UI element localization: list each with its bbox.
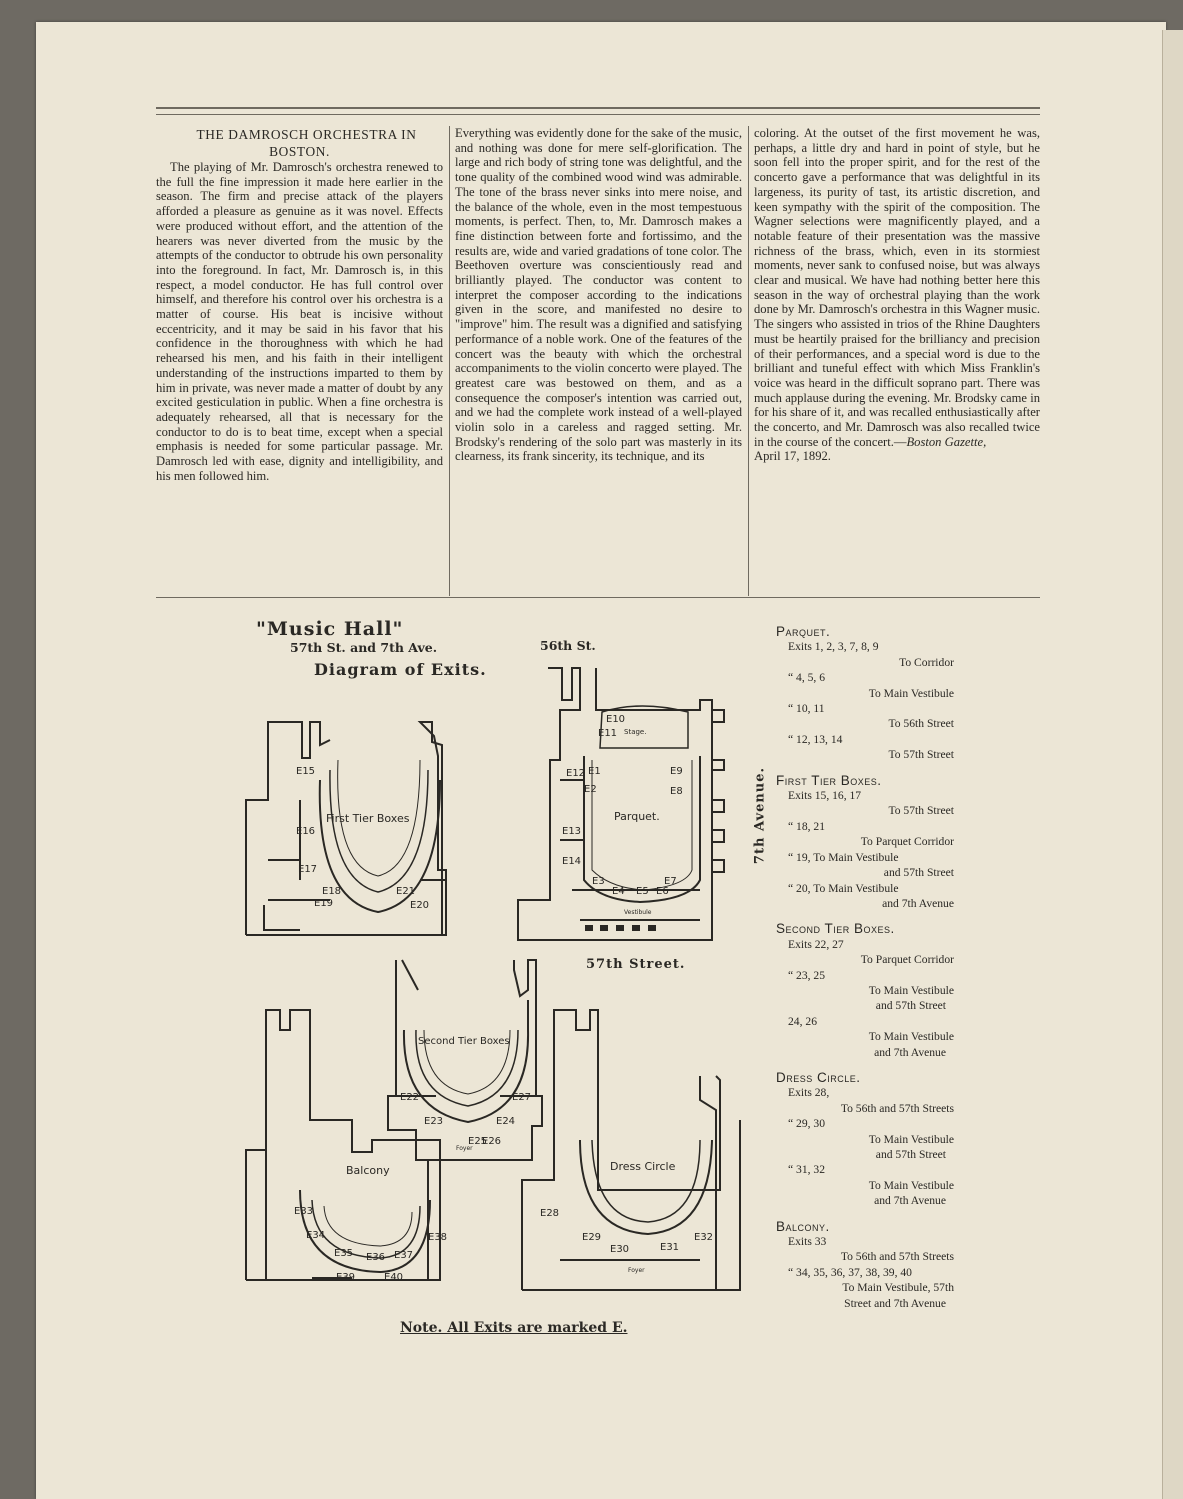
legend-section-dress-circle: Dress Circle. bbox=[776, 1069, 861, 1085]
legend-exits-row: “ 4, 5, 6 bbox=[788, 671, 826, 685]
exit-label-e6: E6 bbox=[656, 886, 669, 897]
exit-label-e4: E4 bbox=[612, 886, 625, 897]
column-divider-1 bbox=[449, 126, 450, 596]
legend-destination: To Main Vestibule bbox=[868, 1132, 954, 1146]
legend-exits-row: “ 10, 11 bbox=[788, 702, 825, 716]
article-text-col1: The playing of Mr. Damrosch's orchestra renewed to the full the fine impression it made here earlier in the season. The firm and precise attack of the players afforded a pleasure as genuine as it was novel. Effects were produced without effort, and the attention of the hearers was never diverted from the music by the attempts of the conductor to obtrude his own personality into the foreground. In fact, Mr. Damrosch is, in this respect, a model conductor. He has full control over himself, and therefore his control over his orchestra is a matter of course. His beat is incisive without eccentricity, and it may be said in his favor that his confidence in the thoroughness with which he had rehearsed his men, and his faith in their intelligent understanding of the instructions imparted to them by him in private, was never made a matter of doubt by any excited gesticulation in public. When a fine orchestra is adequately rehearsed, all that is necessary for the conductor to do is to beat time, except when a special emphasis is needed for some particular passage. Mr. Damrosch led with ease, dignity and intelligibility, and his men followed him. bbox=[156, 160, 443, 483]
diagram-title: "Music Hall" bbox=[256, 618, 404, 640]
exit-label-e29: E29 bbox=[582, 1232, 602, 1243]
legend-section-parquet: Parquet. bbox=[776, 624, 831, 639]
legend-destination: To 56th and 57th Streets bbox=[840, 1250, 954, 1264]
legend-exits-row: Exits 33 bbox=[788, 1235, 827, 1249]
avenue-7th-label: 7th Avenue. bbox=[752, 766, 768, 865]
legend-section-balcony: Balcony. bbox=[776, 1218, 830, 1234]
exit-label-e36: E36 bbox=[366, 1252, 386, 1263]
street-56th-label: 56th St. bbox=[540, 638, 596, 653]
exit-label-e2: E2 bbox=[584, 784, 597, 795]
exit-label-e27: E27 bbox=[512, 1092, 532, 1103]
legend-exits-row: “ 19, To Main Vestibule bbox=[788, 850, 899, 864]
exit-label-e35: E35 bbox=[334, 1248, 354, 1259]
dress-circle-label: Dress Circle bbox=[610, 1160, 676, 1173]
article-text-col2: Everything was evidently done for the sake of the music, and nothing was done for mere self-glorification. The large and rich body of string tone was delightful, and the tone quality of the combined wood wind was admirable. The tone of the brass never sinks into mere noise, and the balance of the whole, even in the most tempestuous moments, is perfect. Then, to, Mr. Damrosch makes a fine distinction between forte and fortissimo, and the results are, wide and varied gradations of tone color. The Beethoven overture was conscientiously read and brilliantly played. The conductor was content to interpret the composer according to the indications given in the score, and manifested no desire to "improve" him. The result was a dignified and satisfying performance of a noble work. One of the features of the concert was the beauty with which the orchestral accompaniments to the violin concerto were played. The greatest care was bestowed on them, and as a consequence the composer's intention was carried out, and we had the complete work instead of a well-played violin solo in a careless and ragged setting. Mr. Brodsky's rendering of the solo part was masterly in its clearness, its frank sincerity, its technique, and its bbox=[455, 126, 742, 464]
article-text-col3-main: coloring. At the outset of the first movement he was, perhaps, a little dry and hard in point of style, but he soon fell into the proper spirit, and for the rest of the concerto gave a performance that was delightful in its largeness, its purity of tast, its artistic discretion, and keen sympathy with the spirit of the composition. The Wagner selections were magnificently played, and a notable feature of their presentation was the massive richness of the brass, which, even in its stormiest moments, never sank to confused noise, but was always clear and musical. We have had nothing better here this season in the way of orchestral playing than the work done by Mr. Damrosch's orchestra in this Wagner music. The singers who assisted in trios of the Rhine Daughters must be heartily praised for the brilliancy and precision of their performances, and a special word is due to the brilliant and tuneful effect with which Miss Franklin's voice was heard in the difficult soprano part. There was much applause during the evening. Mr. Brodsky came in for his share of it, and was recalled enthusiastically after the concerto, and Mr. Damrosch was also recalled twice in the course of the concert.— bbox=[754, 126, 1040, 449]
legend-exits-row: 24, 26 bbox=[788, 1014, 817, 1028]
diagram-address: 57th St. and 7th Ave. bbox=[290, 640, 438, 655]
legend-exits-row: “ 18, 21 bbox=[788, 819, 826, 833]
exit-label-e25: E25 bbox=[468, 1136, 488, 1147]
exit-label-e13: E13 bbox=[562, 826, 582, 837]
legend-destination: and 57th Street bbox=[875, 999, 946, 1013]
exit-label-e17: E17 bbox=[298, 864, 318, 875]
exit-label-e5: E5 bbox=[636, 886, 649, 897]
exit-label-e18: E18 bbox=[322, 886, 342, 897]
exit-label-e19: E19 bbox=[314, 898, 334, 909]
legend-destination: To 56th Street bbox=[888, 717, 954, 731]
legend-destination: To 57th Street bbox=[888, 748, 954, 762]
exit-label-e28: E28 bbox=[540, 1208, 560, 1219]
exit-label-e40: E40 bbox=[384, 1272, 404, 1283]
legend-destination: To Main Vestibule, 57th bbox=[842, 1281, 954, 1295]
exit-label-e33: E33 bbox=[294, 1206, 314, 1217]
legend-destination: To Main Vestibule bbox=[868, 983, 954, 997]
article-column-1 bbox=[156, 126, 443, 483]
article-end-rule bbox=[156, 597, 1040, 598]
exit-label-e12: E12 bbox=[566, 768, 586, 779]
legend-destination: and 7th Avenue bbox=[874, 1194, 946, 1208]
exit-label-e16: E16 bbox=[296, 826, 316, 837]
diagram-heading: Diagram of Exits. bbox=[314, 660, 487, 679]
legend-destination: and 57th Street bbox=[875, 1148, 946, 1161]
legend-destination: To Parquet Corridor bbox=[860, 953, 954, 967]
foyer-label-2: Foyer bbox=[628, 1267, 645, 1274]
exit-label-e24: E24 bbox=[496, 1116, 516, 1127]
exits-legend bbox=[776, 624, 966, 1311]
exit-label-e11: E11 bbox=[598, 728, 618, 739]
legend-destination: To 56th and 57th Streets bbox=[840, 1101, 954, 1115]
article-date: April 17, 1892. bbox=[754, 449, 831, 464]
parquet-label: Parquet. bbox=[614, 810, 660, 823]
second-tier-label: Second Tier Boxes bbox=[418, 1036, 510, 1047]
top-rule-thin bbox=[156, 114, 1040, 115]
exit-label-e32: E32 bbox=[694, 1232, 714, 1243]
first-tier-label: First Tier Boxes bbox=[326, 812, 410, 825]
legend-destination: and 57th Street bbox=[883, 866, 954, 880]
legend-exits-row: “ 31, 32 bbox=[788, 1163, 826, 1177]
legend-destination: Street and 7th Avenue bbox=[844, 1296, 946, 1310]
next-page-edge bbox=[1162, 30, 1183, 1499]
exit-label-e22: E22 bbox=[400, 1092, 420, 1103]
legend-destination: To Main Vestibule bbox=[868, 686, 954, 700]
legend-destination: To 57th Street bbox=[888, 804, 954, 818]
exit-label-e10: E10 bbox=[606, 714, 626, 725]
exit-label-e1: E1 bbox=[588, 766, 601, 777]
legend-exits-row: Exits 22, 27 bbox=[788, 937, 844, 951]
exit-label-e38: E38 bbox=[428, 1232, 448, 1243]
column-divider-2 bbox=[748, 126, 749, 596]
legend-exits-row: Exits 1, 2, 3, 7, 8, 9 bbox=[788, 640, 879, 654]
exit-label-e15: E15 bbox=[296, 766, 316, 777]
legend-exits-row: Exits 28, bbox=[788, 1086, 830, 1100]
exit-label-e21: E21 bbox=[396, 886, 416, 897]
vestibule-label: Vestibule bbox=[624, 909, 652, 916]
article-headline: THE DAMROSCH ORCHESTRA IN BOSTON. bbox=[196, 127, 417, 159]
legend-section-first-tier: First Tier Boxes. bbox=[776, 772, 882, 788]
article-text-col3 bbox=[754, 126, 1040, 464]
street-57th-label: 57th Street. bbox=[586, 957, 686, 972]
exit-label-e7: E7 bbox=[664, 876, 677, 887]
legend-destination: and 7th Avenue bbox=[874, 1045, 946, 1059]
exit-label-e8: E8 bbox=[670, 786, 683, 797]
exit-label-e34: E34 bbox=[306, 1230, 326, 1241]
legend-destination: and 7th Avenue bbox=[882, 896, 954, 910]
balcony-label: Balcony bbox=[346, 1164, 390, 1177]
legend-destination: To Main Vestibule bbox=[868, 1030, 954, 1044]
exit-label-e37: E37 bbox=[394, 1250, 414, 1261]
legend-destination: To Parquet Corridor bbox=[860, 835, 954, 849]
legend-exits-row: Exits 15, 16, 17 bbox=[788, 789, 862, 803]
exit-label-e20: E20 bbox=[410, 900, 430, 911]
article-column-3 bbox=[754, 126, 1040, 464]
exit-label-e14: E14 bbox=[562, 856, 582, 867]
legend-exits-row: “ 34, 35, 36, 37, 38, 39, 40 bbox=[788, 1265, 912, 1279]
legend-section-second-tier: Second Tier Boxes. bbox=[776, 921, 895, 937]
article-column-2 bbox=[455, 126, 742, 464]
top-rule bbox=[156, 107, 1040, 109]
exit-label-e9: E9 bbox=[670, 766, 683, 777]
legend-destination: To Main Vestibule bbox=[868, 1178, 954, 1192]
exit-label-e23: E23 bbox=[424, 1116, 444, 1127]
exits-note: Note. All Exits are marked E. bbox=[400, 1320, 628, 1336]
legend-exits-row: “ 12, 13, 14 bbox=[788, 732, 843, 746]
legend-exits-row: “ 29, 30 bbox=[788, 1117, 826, 1131]
exit-label-e30: E30 bbox=[610, 1244, 630, 1255]
exit-label-e26: E26 bbox=[482, 1136, 502, 1147]
legend-exits-row: “ 20, To Main Vestibule bbox=[788, 881, 899, 895]
legend-destination: To Corridor bbox=[899, 655, 954, 669]
exit-label-e31: E31 bbox=[660, 1242, 680, 1253]
foyer-label: Foyer bbox=[456, 1145, 473, 1152]
exit-label-e3: E3 bbox=[592, 876, 605, 887]
legend-exits-row: “ 23, 25 bbox=[788, 968, 826, 982]
article-source: Boston Gazette, bbox=[906, 434, 987, 449]
stage-label: Stage. bbox=[624, 728, 647, 736]
exit-label-e39: E39 bbox=[336, 1272, 356, 1283]
